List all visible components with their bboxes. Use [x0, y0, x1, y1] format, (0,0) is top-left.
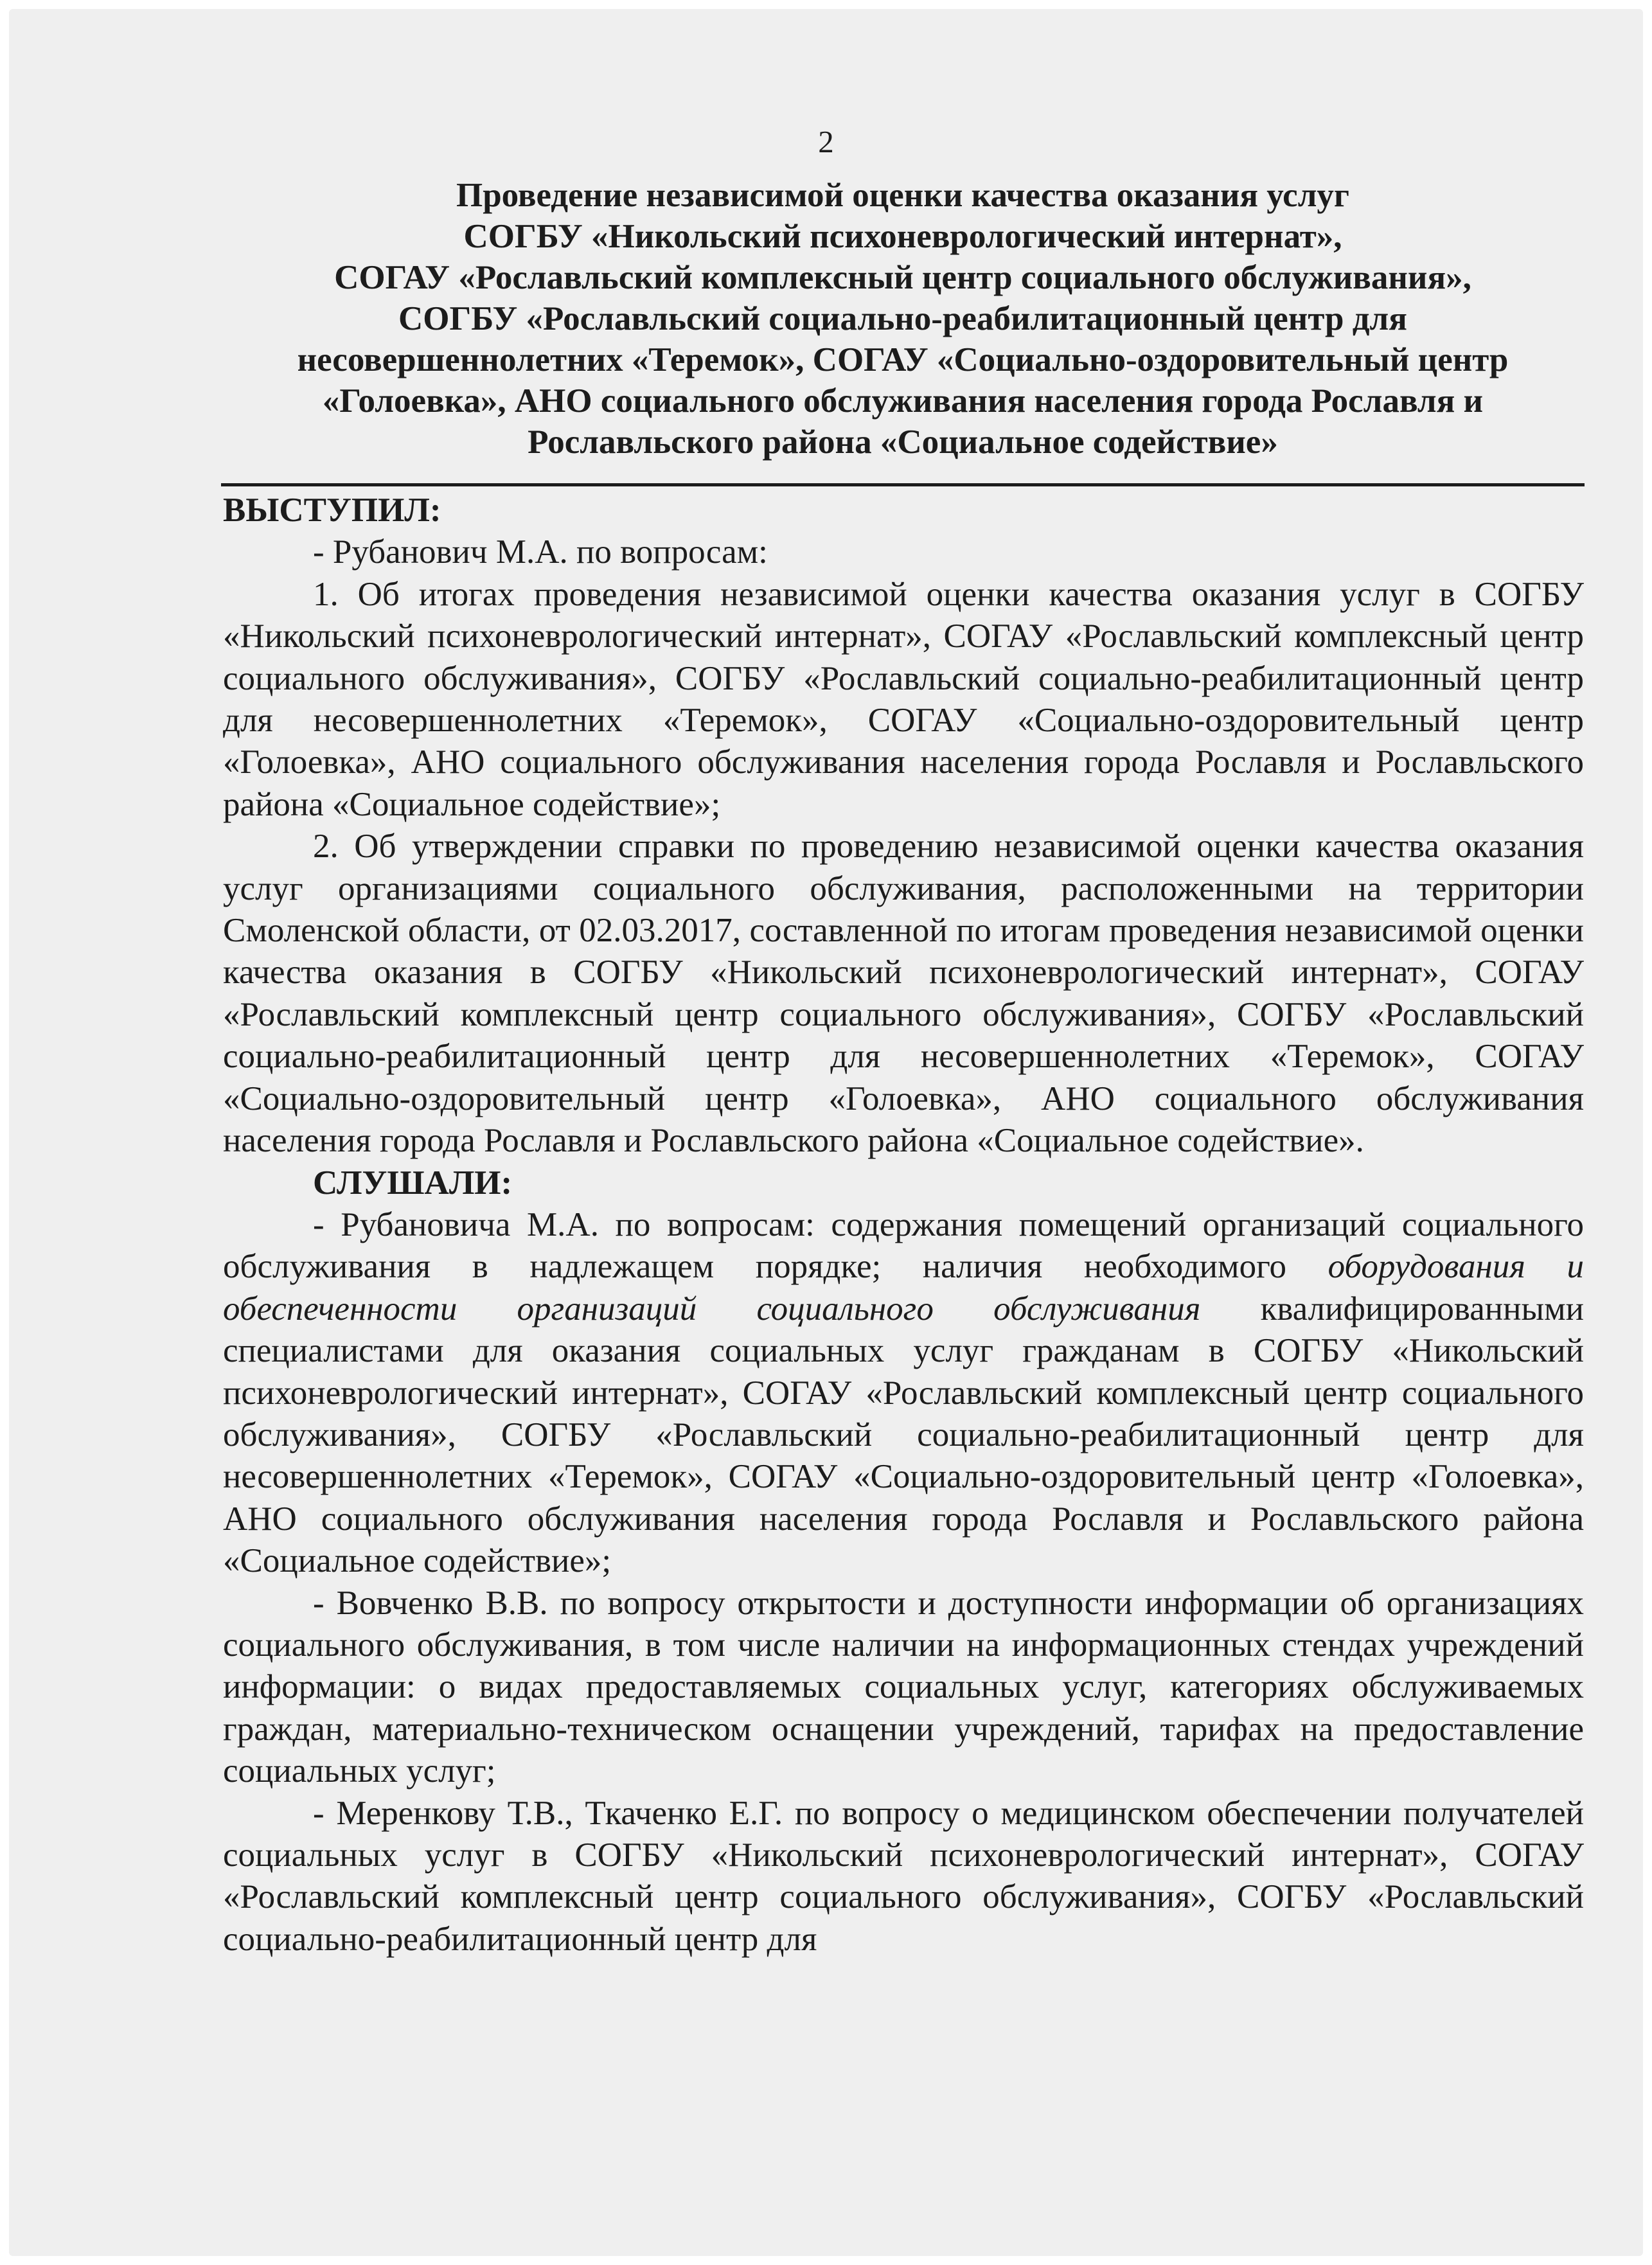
heard-paragraph-1 — [223, 1204, 1584, 1583]
heard-paragraph-2: - Вовченко В.В. по вопросу открытости и доступности информации об организациях социального обслуживания, в том числе наличии на информационных стендах учреждений информации: о видах предоставляемых социальных услуг, категориях обслуживаемых граждан, материально-техническом оснащении учреждений, тарифах на предоставление социальных услуг; — [223, 1584, 1584, 1790]
heard-paragraph-3: - Меренкову Т.В., Ткаченко Е.Г. по вопросу о медицинском обеспечении получателей социальных услуг в СОГБУ «Никольский психоневрологический интернат», СОГАУ «Рославльский комплексный центр социального обслуживания», СОГБУ «Рославльский социально-реабилитационный центр для — [223, 1794, 1584, 1958]
heading-line: СОГБУ «Никольский психоневрологический интернат», — [463, 218, 1342, 255]
document-body — [223, 490, 1584, 1960]
heading-line: СОГАУ «Рославльский комплексный центр социального обслуживания», — [334, 259, 1471, 296]
heading-line: «Голоевка», АНО социального обслуживания населения города Рославля и — [322, 382, 1484, 420]
heard-paragraph-1-italic: оборудования и обеспеченности организаций социального обслуживания — [223, 1248, 1584, 1328]
document-heading — [215, 175, 1591, 463]
heard-paragraph-1-start: - Рубановича М.А. по вопросам: содержания помещений организаций социального обслуживания в надлежащем порядке; наличия необходимого — [223, 1205, 1584, 1286]
spoke-item-1: 1. Об итогах проведения независимой оценки качества оказания услуг в СОГБУ «Никольский психоневрологический интернат», СОГАУ «Рославльский комплексный центр социального обслуживания», СОГБУ «Рославльский социально-реабилитационный центр для несовершеннолетних «Теремок», СОГАУ «Социально-оздоровительный центр «Голоевка», АНО социального обслуживания населения города Рославля и Рославльского района «Социальное содействие»; — [223, 575, 1584, 823]
heading-line: СОГБУ «Рославльский социально-реабилитационный центр для — [398, 300, 1407, 337]
page-number: 2 — [818, 124, 834, 159]
document-page — [9, 9, 1643, 2256]
section-label-heard: СЛУШАЛИ: — [313, 1164, 513, 1202]
heading-line: Проведение независимой оценки качества оказания услуг — [456, 177, 1350, 214]
spoke-item-2: 2. Об утверждении справки по проведению независимой оценки качества оказания услуг организациями социального обслуживания, расположенными на территории Смоленской области, от 02.03.2017, составленной по итогам проведения независимой оценки качества оказания в СОГБУ «Никольский психоневрологический интернат», СОГАУ «Рославльский комплексный центр социального обслуживания», СОГБУ «Рославльский социально-реабилитационный центр для несовершеннолетних «Теремок», СОГАУ «Социально-оздоровительный центр «Голоевка», АНО социального обслуживания населения города Рославля и Рославльского района «Социальное содействие». — [223, 828, 1584, 1160]
heading-divider — [221, 483, 1585, 486]
heading-line: Рославльского района «Социальное содействие» — [528, 423, 1278, 461]
spoke-intro: - Рубанович М.А. по вопросам: — [313, 533, 768, 571]
heard-paragraph-1-end: квалифицированными специалистами для оказания социальных услуг гражданам в СОГБУ «Никольский психоневрологический интернат», СОГАУ «Рославльский комплексный центр социального обслуживания», СОГБУ «Рославльский социально-реабилитационный центр для несовершеннолетних «Теремок», СОГАУ «Социально-оздоровительный центр «Голоевка», АНО социального обслуживания населения города Рославля и Рославльского района «Социальное содействие»; — [223, 1290, 1584, 1580]
section-label-spoke: ВЫСТУПИЛ: — [223, 492, 441, 529]
heading-line: несовершеннолетних «Теремок», СОГАУ «Социально-оздоровительный центр — [297, 341, 1509, 378]
